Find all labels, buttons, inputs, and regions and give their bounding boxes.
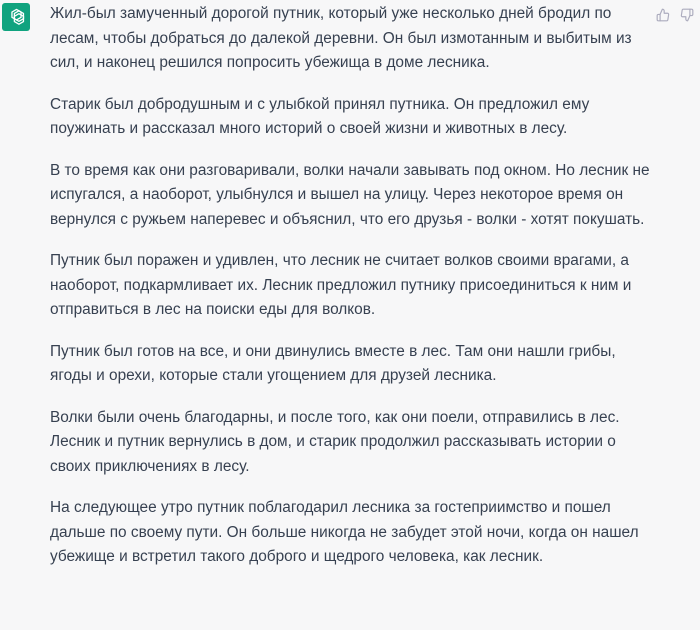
thumbs-down-icon	[680, 8, 694, 22]
message-paragraph: Путник был готов на все, и они двинулись вместе в лес. Там они нашли грибы, ягоды и орехи, которые стали угощением для друзей лесника.	[50, 342, 616, 384]
thumbs-down-button[interactable]	[679, 7, 695, 23]
thumbs-up-button[interactable]	[655, 7, 671, 23]
message-paragraph: Волки были очень благодарны, и после того, как они поели, отправились в лес. Лесник и путник вернулись в дом, и старик продолжил рассказывать истории о своих приключениях в лесу.	[50, 408, 620, 475]
message-paragraph: На следующее утро путник поблагодарил лесника за гостеприимство и пошел дальше по своему пути. Он больше никогда не забудет этой ночи, когда он нашел убежище и встретил такого доброго и щедрого человека, как лесник.	[50, 499, 639, 565]
message-paragraph: Путник был поражен и удивлен, что лесник не считает волков своими врагами, а наоборот, подкармливает их. Лесник предложил путнику присоединиться к ним и отправиться в лес на поиски еды для волков.	[50, 252, 632, 318]
message-content	[50, 2, 650, 587]
thumbs-up-icon	[656, 8, 670, 22]
feedback-actions	[655, 7, 695, 23]
message-paragraph: Жил-был замученный дорогой путник, который уже несколько дней бродил по лесам, чтобы добраться до далекой деревни. Он был измотанным и выбитым из сил, и наконец решился попросить убежища в доме лесника.	[50, 5, 632, 71]
openai-logo-icon	[6, 7, 27, 28]
message-paragraph: В то время как они разговаривали, волки начали завывать под окном. Но лесник не испугался, а наоборот, улыбнулся и вышел на улицу. Через некоторое время он вернулся с ружьем наперевес и объяснил, что его друзья - волки - хотят покушать.	[50, 161, 650, 228]
assistant-avatar	[2, 3, 30, 31]
message-paragraph: Старик был добродушным и с улыбкой принял путника. Он предложил ему поужинать и рассказал много историй о своей жизни и животных в лесу.	[50, 95, 590, 137]
